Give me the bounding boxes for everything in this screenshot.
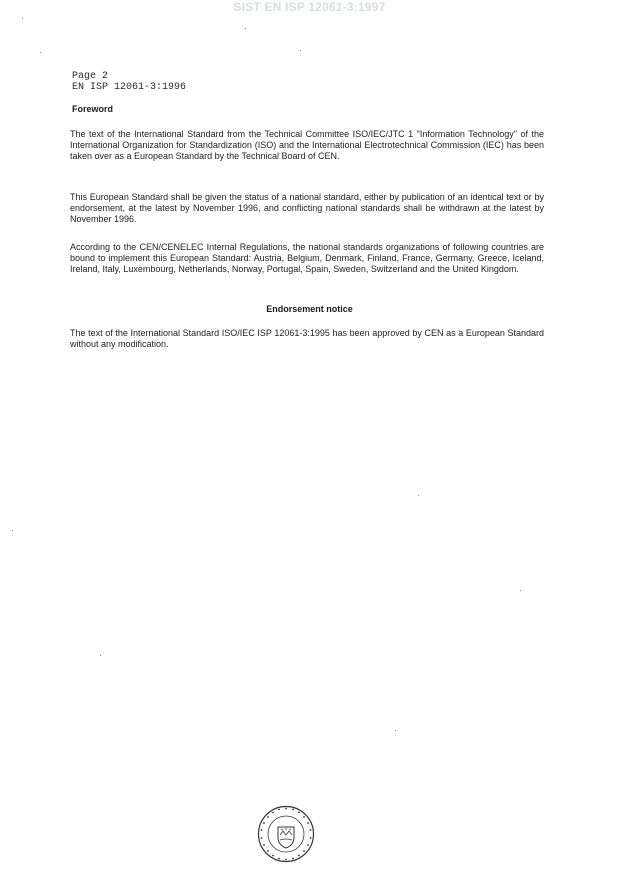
foreword-heading: Foreword: [72, 104, 114, 114]
scan-speck: [12, 530, 13, 531]
scan-speck: [418, 495, 419, 496]
scan-speck: [300, 50, 301, 51]
scan-speck: [40, 52, 41, 53]
scan-speck: [395, 730, 396, 731]
watermark: SIST EN ISP 12061-3:1997: [233, 0, 386, 14]
foreword-paragraph-2: This European Standard shall be given the status of a national standard, either by publication of an identical text or by endorsement, at the latest by November 1996, and conflicting national standards shall be withdrawn at the latest by November 1996.: [70, 192, 544, 224]
page-header: [72, 71, 186, 93]
foreword-paragraph-1: The text of the International Standard from the Technical Committee ISO/IEC/JTC 1 "Information Technology" of the International Organization for Standardization (ISO) and the International Electrotechnical Commission (IEC) has been taken over as a European Standard by the Technical Board of CEN.: [70, 129, 544, 161]
scan-speck: [22, 18, 23, 19]
scan-speck: [245, 28, 246, 29]
scan-speck: [520, 590, 521, 591]
endorsement-text: The text of the International Standard ISO/IEC ISP 12061-3:1995 has been approved by CEN as a European Standard without any modification.: [70, 328, 544, 349]
foreword-paragraph-3: According to the CEN/CENELEC Internal Regulations, the national standards organizations of following countries are bound to implement this European Standard: Austria, Belgium, Denmark, Finland, France, Germany, Greece, Iceland, Ireland, Italy, Luxembourg, Netherlands, Norway, Portugal, Spain, Sweden, Switzerland and the United Kingdom.: [70, 242, 544, 274]
scan-speck: [100, 655, 101, 656]
document-id: EN ISP 12061-3:1996: [72, 82, 187, 93]
official-stamp-icon: [257, 805, 315, 863]
page-number: Page 2: [72, 71, 109, 82]
endorsement-heading: Endorsement notice: [266, 304, 353, 314]
